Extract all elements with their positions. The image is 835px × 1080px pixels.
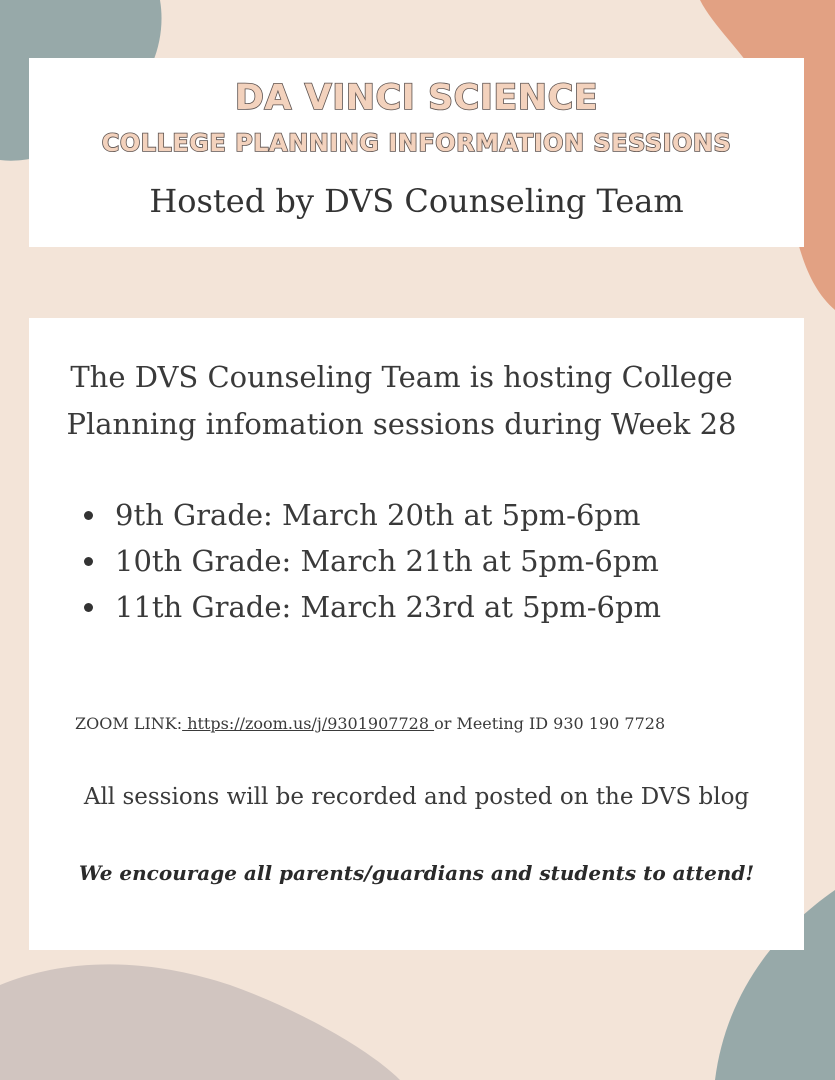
encourage-note: We encourage all parents/guardians and students to attend! bbox=[78, 861, 755, 885]
session-item bbox=[84, 538, 661, 584]
meeting-id: or Meeting ID 930 190 7728 bbox=[434, 714, 666, 733]
session-text: 10th Grade: March 21th at 5pm-6pm bbox=[115, 544, 659, 578]
header-card bbox=[29, 58, 804, 247]
bottom-left-blob bbox=[0, 964, 400, 1080]
recorded-note: All sessions will be recorded and posted on the DVS blog bbox=[83, 784, 750, 810]
bullet-icon bbox=[84, 557, 93, 566]
bullet-icon bbox=[84, 511, 93, 520]
page-title: DA VINCI SCIENCE bbox=[234, 78, 599, 118]
session-item bbox=[84, 492, 661, 538]
session-text: 11th Grade: March 23rd at 5pm-6pm bbox=[115, 590, 662, 624]
intro-line-1: The DVS Counseling Team is hosting College bbox=[70, 360, 733, 394]
intro-line-2: Planning infomation sessions during Week 28 bbox=[66, 407, 737, 441]
session-text: 9th Grade: March 20th at 5pm-6pm bbox=[115, 498, 641, 532]
zoom-line bbox=[75, 714, 665, 733]
session-list bbox=[84, 492, 661, 630]
info-card bbox=[29, 318, 804, 950]
host-line: Hosted by DVS Counseling Team bbox=[149, 182, 684, 220]
page-subtitle: COLLEGE PLANNING INFORMATION SESSIONS bbox=[101, 129, 732, 157]
intro-text bbox=[29, 354, 774, 448]
zoom-link[interactable]: https://zoom.us/j/9301907728 bbox=[182, 714, 435, 733]
session-item bbox=[84, 584, 661, 630]
bullet-icon bbox=[84, 603, 93, 612]
zoom-label: ZOOM LINK: bbox=[75, 714, 183, 733]
